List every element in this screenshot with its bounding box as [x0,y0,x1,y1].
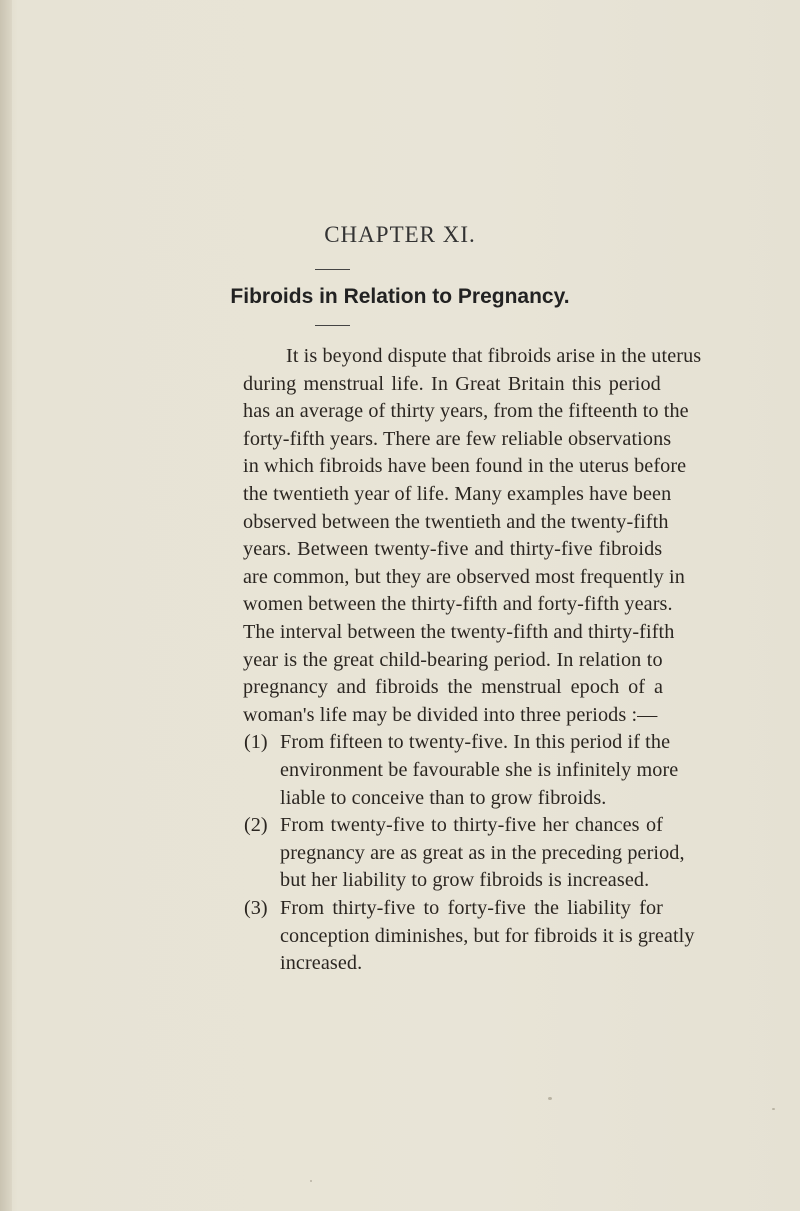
list-item-line: environment be favourable she is infinitely more [280,759,679,781]
paragraph-line: the twentieth year of life. Many examples have been [243,483,672,505]
title-divider [315,325,350,326]
list-item-line: From thirty-five to forty-five the liability for [280,897,663,919]
list-item-line: liable to conceive than to grow fibroids. [280,786,607,809]
paragraph-line: are common, but they are observed most frequently in [243,565,685,588]
paper-speck [548,1097,552,1100]
section-title: Fibroids in Relation to Pregnancy. [230,285,570,308]
paragraph-line: in which fibroids have been found in the uterus before [243,455,687,478]
chapter-heading: CHAPTER XI. [324,222,476,247]
list-item-line: but her liability to grow fibroids is increased. [280,869,650,892]
page-edge [0,0,12,1211]
paragraph-line: years. Between twenty-five and thirty-five fibroids [243,538,663,561]
paragraph-line: during menstrual life. In Great Britain this period [243,372,661,395]
paragraph-line: women between the thirty-fifth and forty-fifth years. [243,593,673,616]
list-item-line: From fifteen to twenty-five. In this period if the [280,731,671,754]
paragraph-line: observed between the twentieth and the twenty-fifth [243,510,669,533]
list-item-line: conception diminishes, but for fibroids it is greatly [280,924,695,947]
paragraph-line: has an average of thirty years, from the fifteenth to the [243,400,689,423]
paragraph-line: year is the great child-bearing period. In relation to [243,648,663,671]
paragraph-line: woman's life may be divided into three periods :— [243,703,658,726]
list-item-number: (3) [244,897,268,919]
paragraph-line: It is beyond dispute that fibroids arise in the uterus [286,345,702,367]
paper-speck [310,1180,312,1182]
paragraph-line: forty-fifth years. There are few reliable observations [243,427,672,450]
list-item-line: pregnancy are as great as in the preceding period, [280,841,685,864]
paragraph-line: The interval between the twenty-fifth and thirty-fifth [243,621,675,643]
list-item-line: From twenty-five to thirty-five her chances of [280,814,663,837]
list-item-number: (1) [244,731,268,754]
paper-speck [772,1108,775,1110]
heading-divider [315,269,350,270]
list-item-line: increased. [280,952,363,975]
list-item-number: (2) [244,814,268,837]
paragraph-line: pregnancy and fibroids the menstrual epoch of a [243,676,663,699]
